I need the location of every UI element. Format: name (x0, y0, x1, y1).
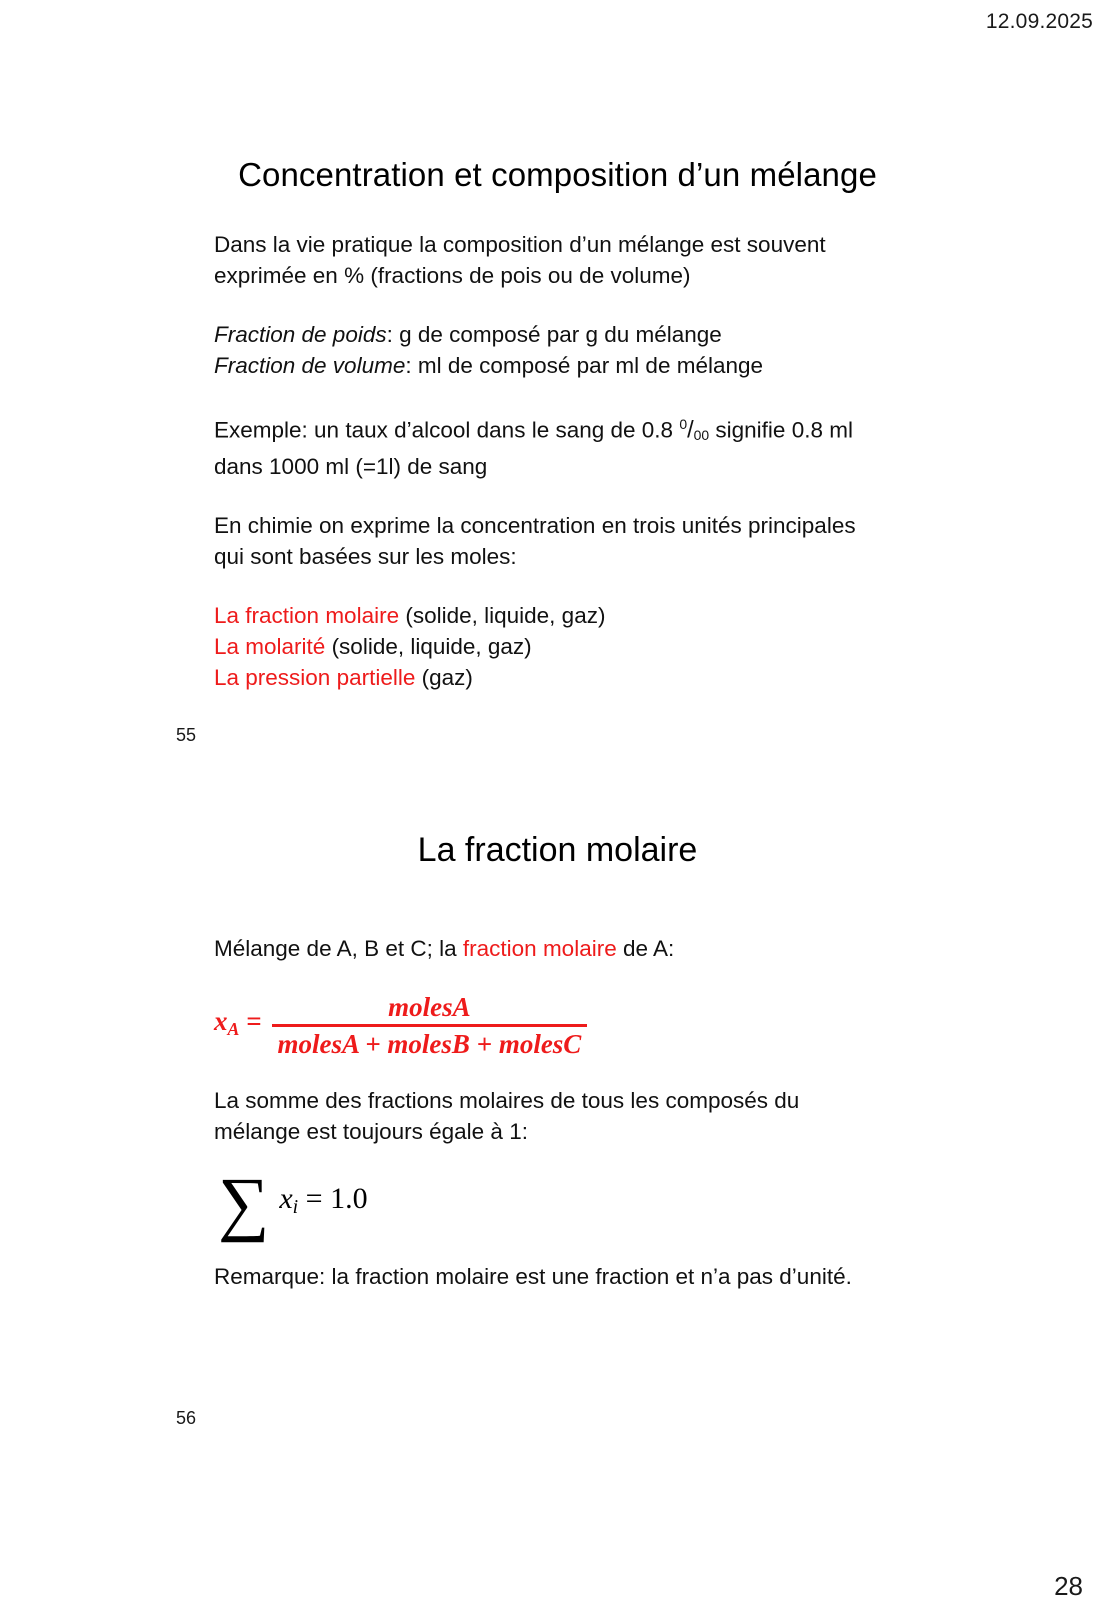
document-date: 12.09.2025 (985, 10, 1093, 33)
paragraph-fractions-definitions (214, 319, 1055, 381)
list-item-term: La fraction molaire (214, 602, 400, 628)
paragraph-unites-chimie (214, 510, 1055, 572)
paragraph-exemple-alcool (214, 409, 1055, 482)
summation-subscript-i: i (292, 1196, 299, 1219)
equation-fraction (272, 992, 588, 1059)
summation-variable-x: x (279, 1182, 293, 1216)
paragraph-exemple-line-2: dans 1000 ml (=1l) de sang (214, 453, 488, 479)
paragraph-exemple-line-1 (214, 409, 1055, 451)
slide-1-title: Concentration et composition d’un mélange (238, 156, 877, 193)
paragraph-somme-line-1: La somme des fractions molaires de tous les composés du (214, 1088, 800, 1114)
paragraph-melange-abc (214, 933, 1055, 964)
list-item-detail: (solide, liquide, gaz) (325, 633, 532, 659)
paragraph-intro-line-2: exprimée en % (fractions de pois ou de volume) (214, 262, 691, 288)
list-unites-de-concentration (214, 600, 1055, 693)
list-item (214, 662, 1055, 693)
melange-prefix: Mélange de A, B et C; la (214, 935, 463, 961)
paragraph-remarque-line: Remarque: la fraction molaire est une fraction et n’a pas d’unité. (214, 1264, 852, 1290)
list-item-term: La pression partielle (214, 664, 416, 690)
per-mille-denominator: 00 (693, 426, 710, 443)
melange-suffix: de A: (616, 935, 675, 961)
paragraph-intro (214, 229, 1055, 291)
paragraph-remarque (214, 1261, 1055, 1292)
per-mille-slash: / (687, 417, 694, 444)
slide-2-number: 56 (176, 1408, 197, 1428)
summation-sigma-icon: ∑ (218, 1163, 270, 1244)
equation-variable-x: x (214, 1006, 228, 1037)
list-item-detail: (solide, liquide, gaz) (399, 602, 606, 628)
paragraph-unites-line-1: En chimie on exprime la concentration en trois unités principales (214, 512, 856, 538)
list-item (214, 600, 1055, 631)
list-item-term: La molarité (214, 633, 326, 659)
per-mille-numerator: 0 (679, 415, 688, 432)
definition-fraction-de-volume-text: : ml de composé par ml de mélange (405, 352, 764, 378)
equation-denominator: molesA + molesB + molesC (277, 1029, 582, 1060)
definition-fraction-de-poids-term: Fraction de poids (214, 321, 387, 347)
paragraph-melange-abc-line (214, 933, 1055, 964)
equation-equals-sign: = (246, 1006, 262, 1037)
definition-fraction-de-volume-term: Fraction de volume (214, 352, 406, 378)
slide-1-body (0, 229, 1115, 693)
paragraph-somme-fractions (214, 1085, 1055, 1147)
definition-fraction-de-poids-text: : g de composé par g du mélange (386, 321, 722, 347)
melange-term-fraction-molaire: fraction molaire (462, 935, 617, 961)
slide-la-fraction-molaire (0, 830, 1115, 1428)
equation-numerator: molesA (388, 991, 471, 1022)
equation-fraction-molaire (214, 992, 1055, 1059)
slide-2-title: La fraction molaire (417, 831, 698, 869)
definition-fraction-de-volume (214, 350, 1055, 381)
equation-left-hand-side (214, 1006, 262, 1045)
paragraph-unites-line-2: qui sont basées sur les moles: (214, 543, 517, 569)
summation-expression (279, 1183, 367, 1223)
paragraph-somme-line-2: mélange est toujours égale à 1: (214, 1119, 528, 1145)
slide-1-number: 55 (176, 725, 197, 745)
summation-result: = 1.0 (298, 1182, 368, 1216)
exemple-suffix: signifie 0.8 ml (709, 417, 853, 443)
page-number: 28 (1054, 1571, 1083, 1601)
slide-2-body (0, 933, 1115, 1293)
list-item-detail: (gaz) (415, 664, 473, 690)
definition-fraction-de-poids (214, 319, 1055, 350)
list-item (214, 631, 1055, 662)
slide-concentration-et-composition (0, 155, 1115, 745)
per-mille-symbol (679, 409, 709, 451)
paragraph-intro-line-1: Dans la vie pratique la composition d’un mélange est souvent (214, 231, 826, 257)
exemple-prefix: Exemple: un taux d’alcool dans le sang de 0.8 (214, 417, 680, 443)
equation-somme-fractions-molaires (218, 1163, 1055, 1244)
equation-subscript-a: A (227, 1019, 240, 1040)
